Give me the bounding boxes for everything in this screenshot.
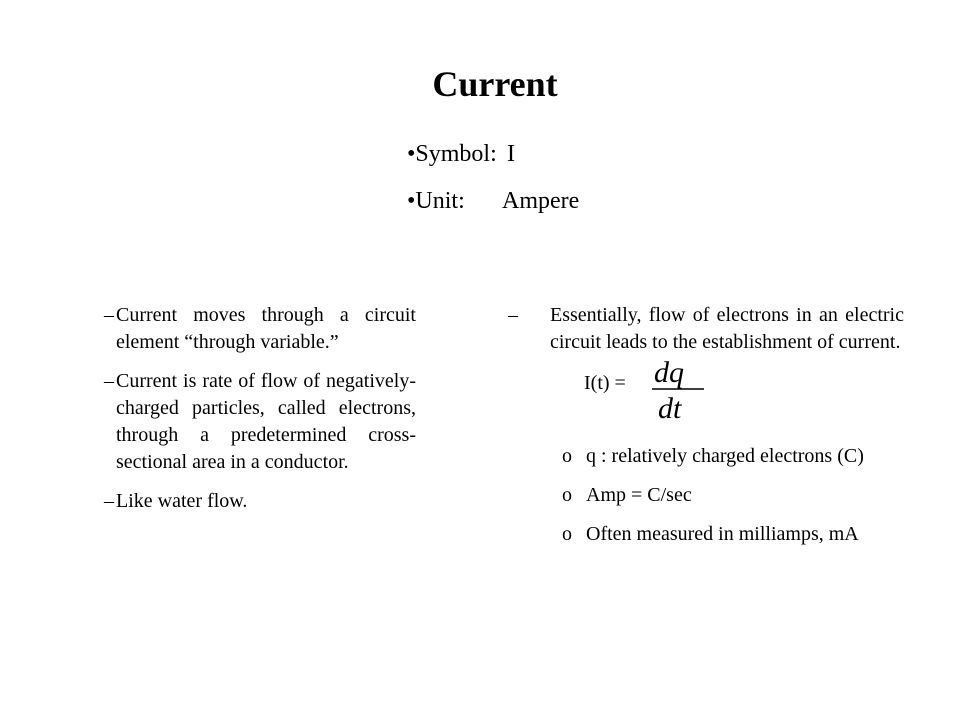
left-item-2 — [104, 368, 416, 476]
top-bullet-list — [407, 138, 579, 232]
symbol-label: Symbol: — [415, 141, 497, 167]
formula-lhs: I(t) = — [584, 372, 626, 394]
left-item-3 — [104, 488, 416, 515]
symbol-value: I — [507, 141, 515, 167]
fraction-graphic — [648, 355, 718, 425]
left-item-1 — [104, 302, 416, 356]
left-item-text: Like water flow. — [116, 490, 248, 512]
sub-item-text: q : relatively charged electrons (C) — [586, 445, 864, 467]
sub-marker: o — [562, 523, 572, 545]
sub-item-3 — [508, 521, 904, 548]
right-intro-text: Essentially, flow of electrons in an electric circuit leads to the establishment of current. — [550, 304, 904, 353]
left-column — [104, 302, 416, 527]
current-formula — [508, 356, 904, 439]
fraction-numerator: dq — [654, 356, 684, 389]
fraction-denominator: dt — [658, 392, 682, 425]
right-column — [508, 302, 904, 560]
unit-label: Unit: — [415, 188, 465, 214]
slide-title: Current — [432, 64, 558, 104]
bullet-mark: • — [407, 141, 416, 167]
sub-item-text: Amp = C/sec — [586, 484, 692, 506]
left-item-text: Current moves through a circuit element “through variable.” — [116, 304, 416, 353]
sub-marker: o — [562, 484, 572, 506]
dash-marker: – — [104, 304, 114, 326]
right-intro — [508, 302, 904, 356]
sub-item-text: Often measured in milliamps, mA — [586, 523, 859, 545]
sub-item-1 — [508, 443, 904, 470]
sub-marker: o — [562, 445, 572, 467]
left-item-text: Current is rate of flow of negatively-charged particles, called electrons, through a predetermined cross-sectional area in a conductor. — [116, 370, 416, 473]
bullet-symbol — [407, 138, 579, 185]
unit-value: Ampere — [502, 188, 580, 214]
dash-marker: – — [508, 304, 518, 326]
bullet-unit — [407, 185, 579, 232]
dash-marker: – — [104, 490, 114, 512]
dash-marker: – — [104, 370, 114, 392]
bullet-mark: • — [407, 188, 416, 214]
sub-item-2 — [508, 482, 904, 509]
